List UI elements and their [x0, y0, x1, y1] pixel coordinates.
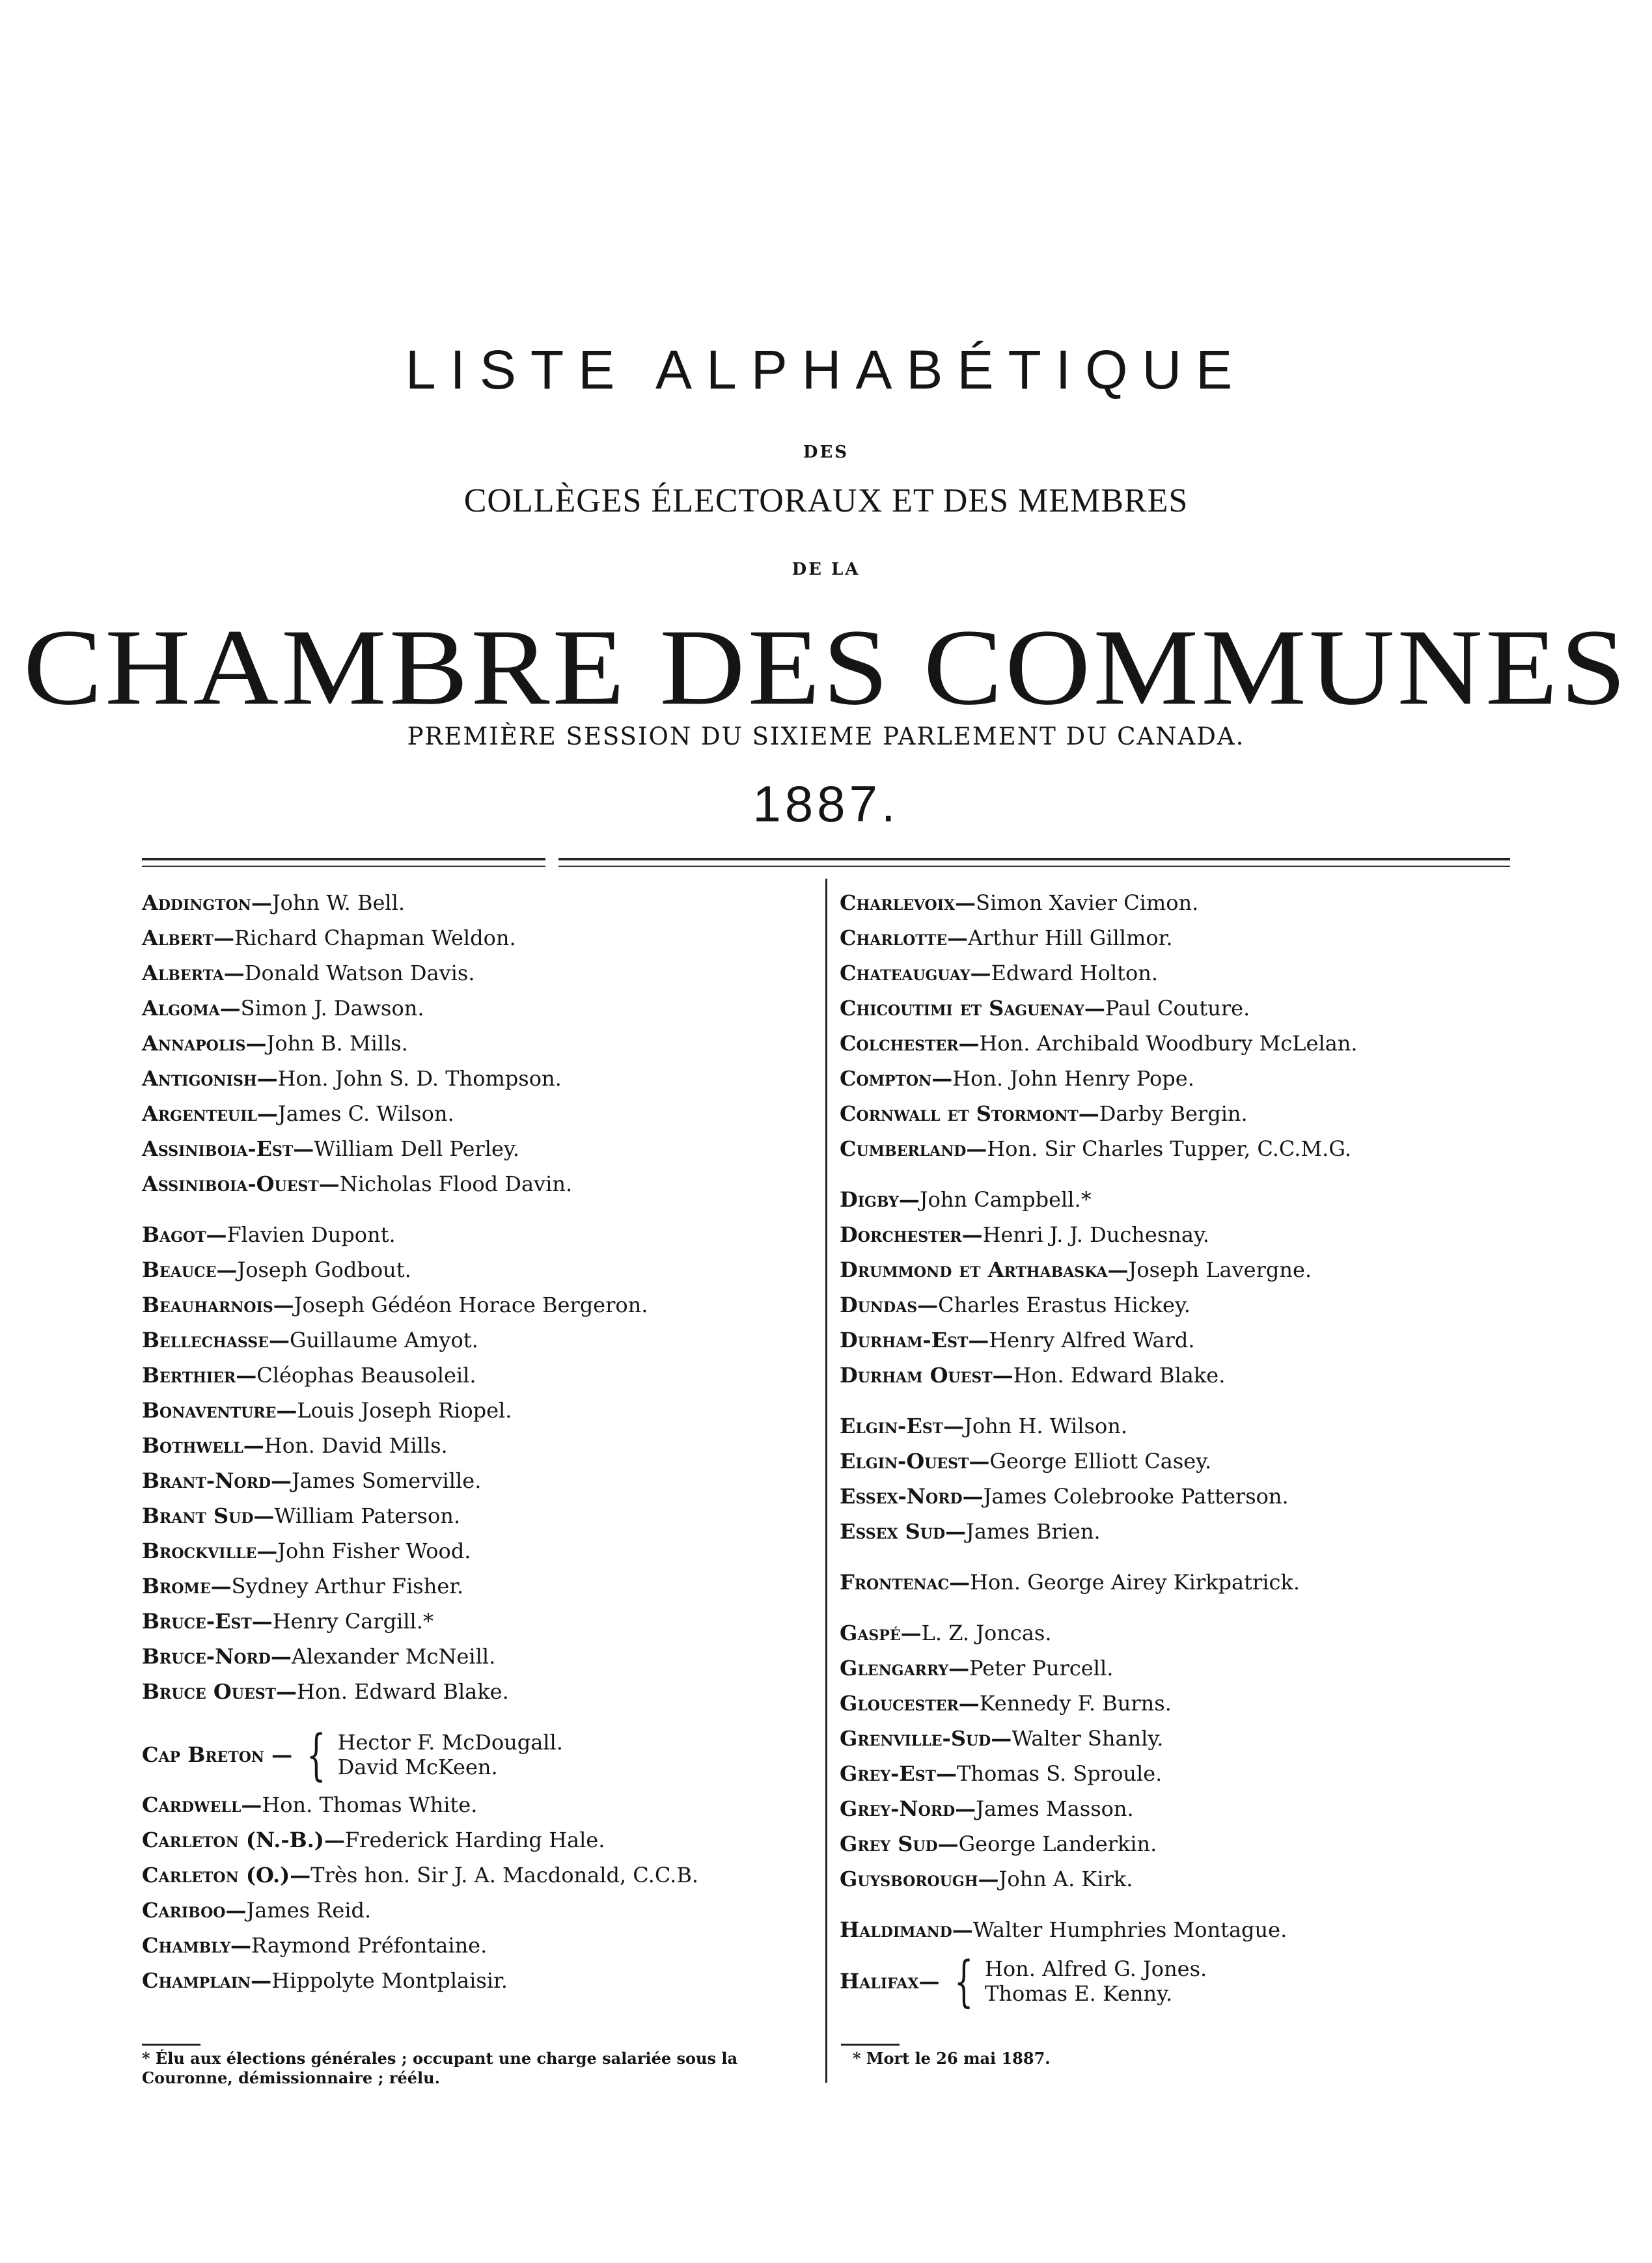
dash: —	[256, 1539, 278, 1563]
dash: —	[290, 1863, 311, 1887]
member: Hippolyte Montplaisir.	[271, 1968, 508, 1993]
members-group	[338, 1730, 563, 1779]
member: Hon. John Henry Pope.	[952, 1066, 1194, 1091]
dash: —	[241, 1792, 262, 1817]
constituency: Algoma	[142, 996, 220, 1021]
brace-glyph: {	[954, 1949, 973, 2013]
member: Thomas S. Sproule.	[957, 1761, 1163, 1786]
list-item	[840, 1615, 1510, 1651]
dash: —	[276, 1679, 297, 1704]
dash: —	[251, 1609, 273, 1634]
dash: —	[245, 1031, 267, 1056]
list-item	[142, 1498, 812, 1533]
dash: —	[216, 1257, 238, 1282]
constituency: Albert	[142, 926, 213, 950]
dash: —	[952, 1917, 973, 1942]
member: Peter Purcell.	[969, 1656, 1114, 1680]
constituency: Essex-Nord	[840, 1484, 963, 1509]
list-item	[840, 1217, 1510, 1252]
member: Henry Alfred Ward.	[989, 1328, 1195, 1352]
member: George Landerkin.	[958, 1831, 1157, 1856]
member: John B. Mills.	[266, 1031, 408, 1056]
list-item	[840, 1096, 1510, 1131]
member: Walter Humphries Montague.	[972, 1917, 1287, 1942]
member: Hon. Edward Blake.	[297, 1679, 509, 1704]
constituency: Digby	[840, 1187, 899, 1212]
member: John Campbell.*	[919, 1187, 1092, 1212]
dash: —	[917, 1293, 939, 1317]
constituency: Durham Ouest	[840, 1363, 993, 1388]
dash: —	[219, 996, 241, 1021]
member: Kennedy F. Burns.	[979, 1691, 1172, 1716]
constituency: Grey-Nord	[840, 1796, 956, 1821]
constituency: Grey Sud	[840, 1831, 938, 1856]
footnote-rule-left	[142, 2044, 200, 2046]
list-item	[142, 920, 812, 955]
dash: —	[270, 1644, 292, 1669]
dash: —	[1078, 1101, 1099, 1126]
main-heading: CHAMBRE DES COMMUNES	[23, 607, 1629, 728]
dash: —	[253, 1503, 275, 1528]
page-title: LISTE ALPHABÉTIQUE	[405, 339, 1247, 400]
member: Nicholas Flood Davin.	[339, 1172, 573, 1196]
list-item	[840, 885, 1510, 920]
list-item	[840, 1287, 1510, 1323]
dash: —	[943, 1414, 964, 1438]
list-item	[840, 1131, 1510, 1166]
constituency: Grenville-Sud	[840, 1726, 991, 1751]
dash: —	[898, 1187, 920, 1212]
member: Guillaume Amyot.	[289, 1328, 478, 1352]
list-item	[840, 1444, 1510, 1479]
list-item	[142, 885, 812, 920]
list-item	[142, 1428, 812, 1463]
dash: —	[946, 926, 968, 950]
dash: —	[1084, 996, 1105, 1021]
list-item	[840, 1912, 1510, 1947]
dash: —	[243, 1433, 264, 1458]
list-item	[142, 1131, 812, 1166]
member: Thomas E. Kenny.	[985, 1981, 1173, 2006]
constituency: Chateauguay	[840, 961, 971, 985]
member: Raymond Préfontaine.	[251, 1933, 488, 1958]
list-item	[142, 1787, 812, 1822]
dash: —	[223, 961, 245, 985]
footnote-rule-right	[841, 2044, 900, 2046]
dash: —	[955, 890, 976, 915]
list-item	[142, 1569, 812, 1604]
dash: —	[948, 1656, 970, 1680]
top-rule-right	[558, 858, 1510, 860]
list-item	[840, 1514, 1510, 1549]
list-item	[142, 1639, 812, 1674]
dash: —	[958, 1691, 980, 1716]
list-item	[142, 1287, 812, 1323]
list-item	[840, 1061, 1510, 1096]
constituency: Berthier	[142, 1363, 236, 1388]
constituency: Frontenac	[840, 1570, 950, 1595]
constituency: Haldimand	[840, 1917, 952, 1942]
dash: —	[945, 1519, 967, 1544]
constituency: Charlevoix	[840, 890, 956, 915]
list-item	[142, 1822, 812, 1858]
dash: —	[268, 1328, 290, 1352]
session-line: PREMIÈRE SESSION DU SIXIEME PARLEMENT DU CANADA.	[407, 722, 1245, 750]
list-item	[142, 1533, 812, 1569]
member: John W. Bell.	[271, 890, 406, 915]
constituency: Antigonish	[142, 1066, 257, 1091]
member: Très hon. Sir J. A. Macdonald, C.C.B.	[310, 1863, 699, 1887]
dash: —	[961, 1222, 983, 1247]
member: William Paterson.	[274, 1503, 460, 1528]
list-item	[142, 1393, 812, 1428]
column-divider	[825, 879, 827, 2083]
member: Hon. Archibald Woodbury McLelan.	[979, 1031, 1358, 1056]
list-item-multi	[142, 1725, 812, 1785]
list-item	[840, 1651, 1510, 1686]
list-item	[142, 1963, 812, 1998]
dash: —	[937, 1831, 959, 1856]
constituency: Gaspé	[840, 1621, 901, 1645]
member: Alexander McNeill.	[291, 1644, 496, 1669]
member: William Dell Perley.	[314, 1136, 519, 1161]
constituency: Cumberland	[840, 1136, 967, 1161]
brace-glyph: {	[307, 1723, 326, 1787]
constituency: Bruce Ouest	[142, 1679, 277, 1704]
dash: —	[210, 1574, 232, 1598]
constituency: Glengarry	[840, 1656, 949, 1680]
member: Louis Joseph Riopel.	[297, 1398, 512, 1423]
dash: —	[256, 1066, 278, 1091]
list-item	[142, 1893, 812, 1928]
list-item	[142, 991, 812, 1026]
list-item	[840, 1791, 1510, 1826]
member: George Elliott Casey.	[989, 1449, 1212, 1474]
member: John Fisher Wood.	[277, 1539, 471, 1563]
list-item	[142, 1061, 812, 1096]
dash: —	[931, 1066, 953, 1091]
constituency: Grey-Est	[840, 1761, 937, 1786]
dash: —	[324, 1828, 345, 1852]
member: Hon. Alfred G. Jones.	[985, 1956, 1207, 1981]
list-item	[142, 1026, 812, 1061]
member: Simon J. Dawson.	[240, 996, 424, 1021]
list-item	[840, 920, 1510, 955]
constituency: Bothwell	[142, 1433, 243, 1458]
list-item	[142, 1928, 812, 1963]
dash: —	[992, 1363, 1013, 1388]
list-item	[142, 1463, 812, 1498]
constituency: Elgin-Est	[840, 1414, 943, 1438]
list-item	[840, 1686, 1510, 1721]
member: Darby Bergin.	[1099, 1101, 1248, 1126]
constituency: Chicoutimi et Saguenay	[840, 996, 1084, 1021]
dash: —	[900, 1621, 922, 1645]
member: John H. Wilson.	[963, 1414, 1127, 1438]
constituency: Carleton (O.)	[142, 1863, 290, 1887]
member: James Masson.	[976, 1796, 1134, 1821]
member: Hon. Edward Blake.	[1013, 1363, 1226, 1388]
list-item	[840, 1721, 1510, 1756]
constituency: Assiniboia-Est	[142, 1136, 294, 1161]
dash: —	[206, 1222, 227, 1247]
member: Cléophas Beausoleil.	[256, 1363, 476, 1388]
dash: —	[958, 1031, 980, 1056]
member: James Colebrooke Patterson.	[983, 1484, 1289, 1509]
list-item	[840, 991, 1510, 1026]
footnote-right: * Mort le 26 mai 1887.	[853, 2049, 1051, 2068]
list-item	[142, 955, 812, 991]
member: Henri J. J. Duchesnay.	[982, 1222, 1209, 1247]
member: Hon. David Mills.	[264, 1433, 448, 1458]
year-line: 1887.	[752, 775, 900, 832]
dash: —	[966, 1136, 987, 1161]
list-item	[142, 1674, 812, 1709]
list-item	[840, 1565, 1510, 1600]
member: Hon. Sir Charles Tupper, C.C.M.G.	[987, 1136, 1351, 1161]
constituency: Brome	[142, 1574, 211, 1598]
dash: —	[236, 1363, 257, 1388]
dash: —	[318, 1172, 340, 1196]
list-item	[840, 1408, 1510, 1444]
list-item	[840, 955, 1510, 991]
dash: —	[949, 1570, 971, 1595]
list-item	[840, 1182, 1510, 1217]
dash: —	[293, 1136, 314, 1161]
dash: —	[978, 1867, 999, 1891]
list-item	[840, 1479, 1510, 1514]
subtitle-de-la: DE LA	[792, 560, 860, 579]
constituency: Gloucester	[840, 1691, 959, 1716]
dash: —	[270, 1468, 292, 1493]
list-item-multi	[840, 1951, 1510, 2011]
constituency: Chambly	[142, 1933, 231, 1958]
constituency: Halifax	[840, 1969, 919, 1994]
list-item	[840, 1026, 1510, 1061]
dash: —	[918, 1969, 940, 1994]
member: John A. Kirk.	[998, 1867, 1133, 1891]
constituency: Brant Sud	[142, 1503, 254, 1528]
constituency: Elgin-Ouest	[840, 1449, 969, 1474]
constituency: Brockville	[142, 1539, 257, 1563]
top-rule-left-thin	[142, 866, 545, 867]
dash: —	[213, 926, 234, 950]
dash: —	[991, 1726, 1012, 1751]
constituency: Colchester	[840, 1031, 959, 1056]
list-item	[142, 1858, 812, 1893]
member: Frederick Harding Hale.	[344, 1828, 605, 1852]
constituency: Addington	[142, 890, 251, 915]
dash: —	[968, 1328, 989, 1352]
list-item	[142, 1604, 812, 1639]
constituency: Charlotte	[840, 926, 947, 950]
member: Sydney Arthur Fisher.	[231, 1574, 464, 1598]
member: Hon. Thomas White.	[262, 1792, 478, 1817]
member: Walter Shanly.	[1012, 1726, 1164, 1751]
constituency: Beauce	[142, 1257, 217, 1282]
list-item	[142, 1252, 812, 1287]
footnote-left: * Élu aux élections générales ; occupant une charge salariée sous la Couronne, démissionnaire ; réélu.	[142, 2049, 737, 2087]
dash: —	[273, 1293, 294, 1317]
constituency: Champlain	[142, 1968, 251, 1993]
list-item	[142, 1217, 812, 1252]
constituency: Cap Breton	[142, 1742, 264, 1767]
subtitle-des: DES	[803, 443, 849, 462]
constituency: Alberta	[142, 961, 224, 985]
top-rule-right-thin	[558, 866, 1510, 867]
member: Donald Watson Davis.	[244, 961, 475, 985]
constituency: Bruce-Nord	[142, 1644, 271, 1669]
right-column	[840, 885, 1510, 2014]
member: Paul Couture.	[1105, 996, 1250, 1021]
member: James Brien.	[966, 1519, 1101, 1544]
constituency: Carleton (N.-B.)	[142, 1828, 324, 1852]
members-group	[985, 1956, 1207, 2006]
list-item	[840, 1252, 1510, 1287]
constituency: Dorchester	[840, 1222, 962, 1247]
constituency: Cardwell	[142, 1792, 241, 1817]
member: L. Z. Joncas.	[921, 1621, 1052, 1645]
constituency: Compton	[840, 1066, 932, 1091]
constituency: Dundas	[840, 1293, 918, 1317]
constituency: Assiniboia-Ouest	[142, 1172, 319, 1196]
list-item	[142, 1096, 812, 1131]
constituency: Bagot	[142, 1222, 206, 1247]
constituency: Bonaventure	[142, 1398, 277, 1423]
dash: —	[264, 1742, 293, 1767]
constituency: Brant-Nord	[142, 1468, 271, 1493]
member: David McKeen.	[337, 1755, 498, 1779]
constituency: Bruce-Est	[142, 1609, 252, 1634]
list-item	[840, 1323, 1510, 1358]
constituency: Cornwall et Stormont	[840, 1101, 1079, 1126]
left-column	[142, 885, 812, 1998]
dash: —	[276, 1398, 297, 1423]
member: Joseph Lavergne.	[1128, 1257, 1312, 1282]
constituency: Durham-Est	[840, 1328, 969, 1352]
member: James Reid.	[246, 1898, 372, 1923]
dash: —	[1107, 1257, 1129, 1282]
dash: —	[955, 1796, 976, 1821]
dash: —	[969, 1449, 990, 1474]
list-item	[840, 1826, 1510, 1861]
constituency: Annapolis	[142, 1031, 246, 1056]
member: Edward Holton.	[991, 961, 1159, 985]
constituency: Essex Sud	[840, 1519, 946, 1544]
constituency: Argenteuil	[142, 1101, 257, 1126]
member: Henry Cargill.*	[272, 1609, 434, 1634]
constituency: Guysborough	[840, 1867, 978, 1891]
dash: —	[251, 890, 272, 915]
dash: —	[936, 1761, 957, 1786]
member: James C. Wilson.	[277, 1101, 454, 1126]
member: Richard Chapman Weldon.	[234, 926, 516, 950]
constituency: Bellechasse	[142, 1328, 269, 1352]
member: Hon. John S. D. Thompson.	[277, 1066, 562, 1091]
member: James Somerville.	[291, 1468, 482, 1493]
list-item	[840, 1861, 1510, 1897]
list-item	[840, 1756, 1510, 1791]
member: Flavien Dupont.	[227, 1222, 396, 1247]
constituency: Drummond et Arthabaska	[840, 1257, 1108, 1282]
dash: —	[225, 1898, 247, 1923]
list-item	[142, 1166, 812, 1201]
member: Charles Erastus Hickey.	[938, 1293, 1191, 1317]
member: Joseph Gédéon Horace Bergeron.	[294, 1293, 648, 1317]
member: Simon Xavier Cimon.	[976, 890, 1199, 915]
member: Hon. George Airey Kirkpatrick.	[970, 1570, 1300, 1595]
list-item	[142, 1358, 812, 1393]
member: Joseph Godbout.	[237, 1257, 411, 1282]
member: Hector F. McDougall.	[337, 1730, 563, 1755]
subtitle-colleges: COLLÈGES ÉLECTORAUX ET DES MEMBRES	[463, 482, 1189, 519]
dash: —	[230, 1933, 252, 1958]
constituency: Cariboo	[142, 1898, 226, 1923]
member: Arthur Hill Gillmor.	[967, 926, 1173, 950]
list-item	[142, 1323, 812, 1358]
dash: —	[251, 1968, 272, 1993]
dash: —	[256, 1101, 278, 1126]
top-rule-left	[142, 858, 545, 860]
constituency: Beauharnois	[142, 1293, 273, 1317]
list-item	[840, 1358, 1510, 1393]
dash: —	[970, 961, 991, 985]
dash: —	[962, 1484, 984, 1509]
